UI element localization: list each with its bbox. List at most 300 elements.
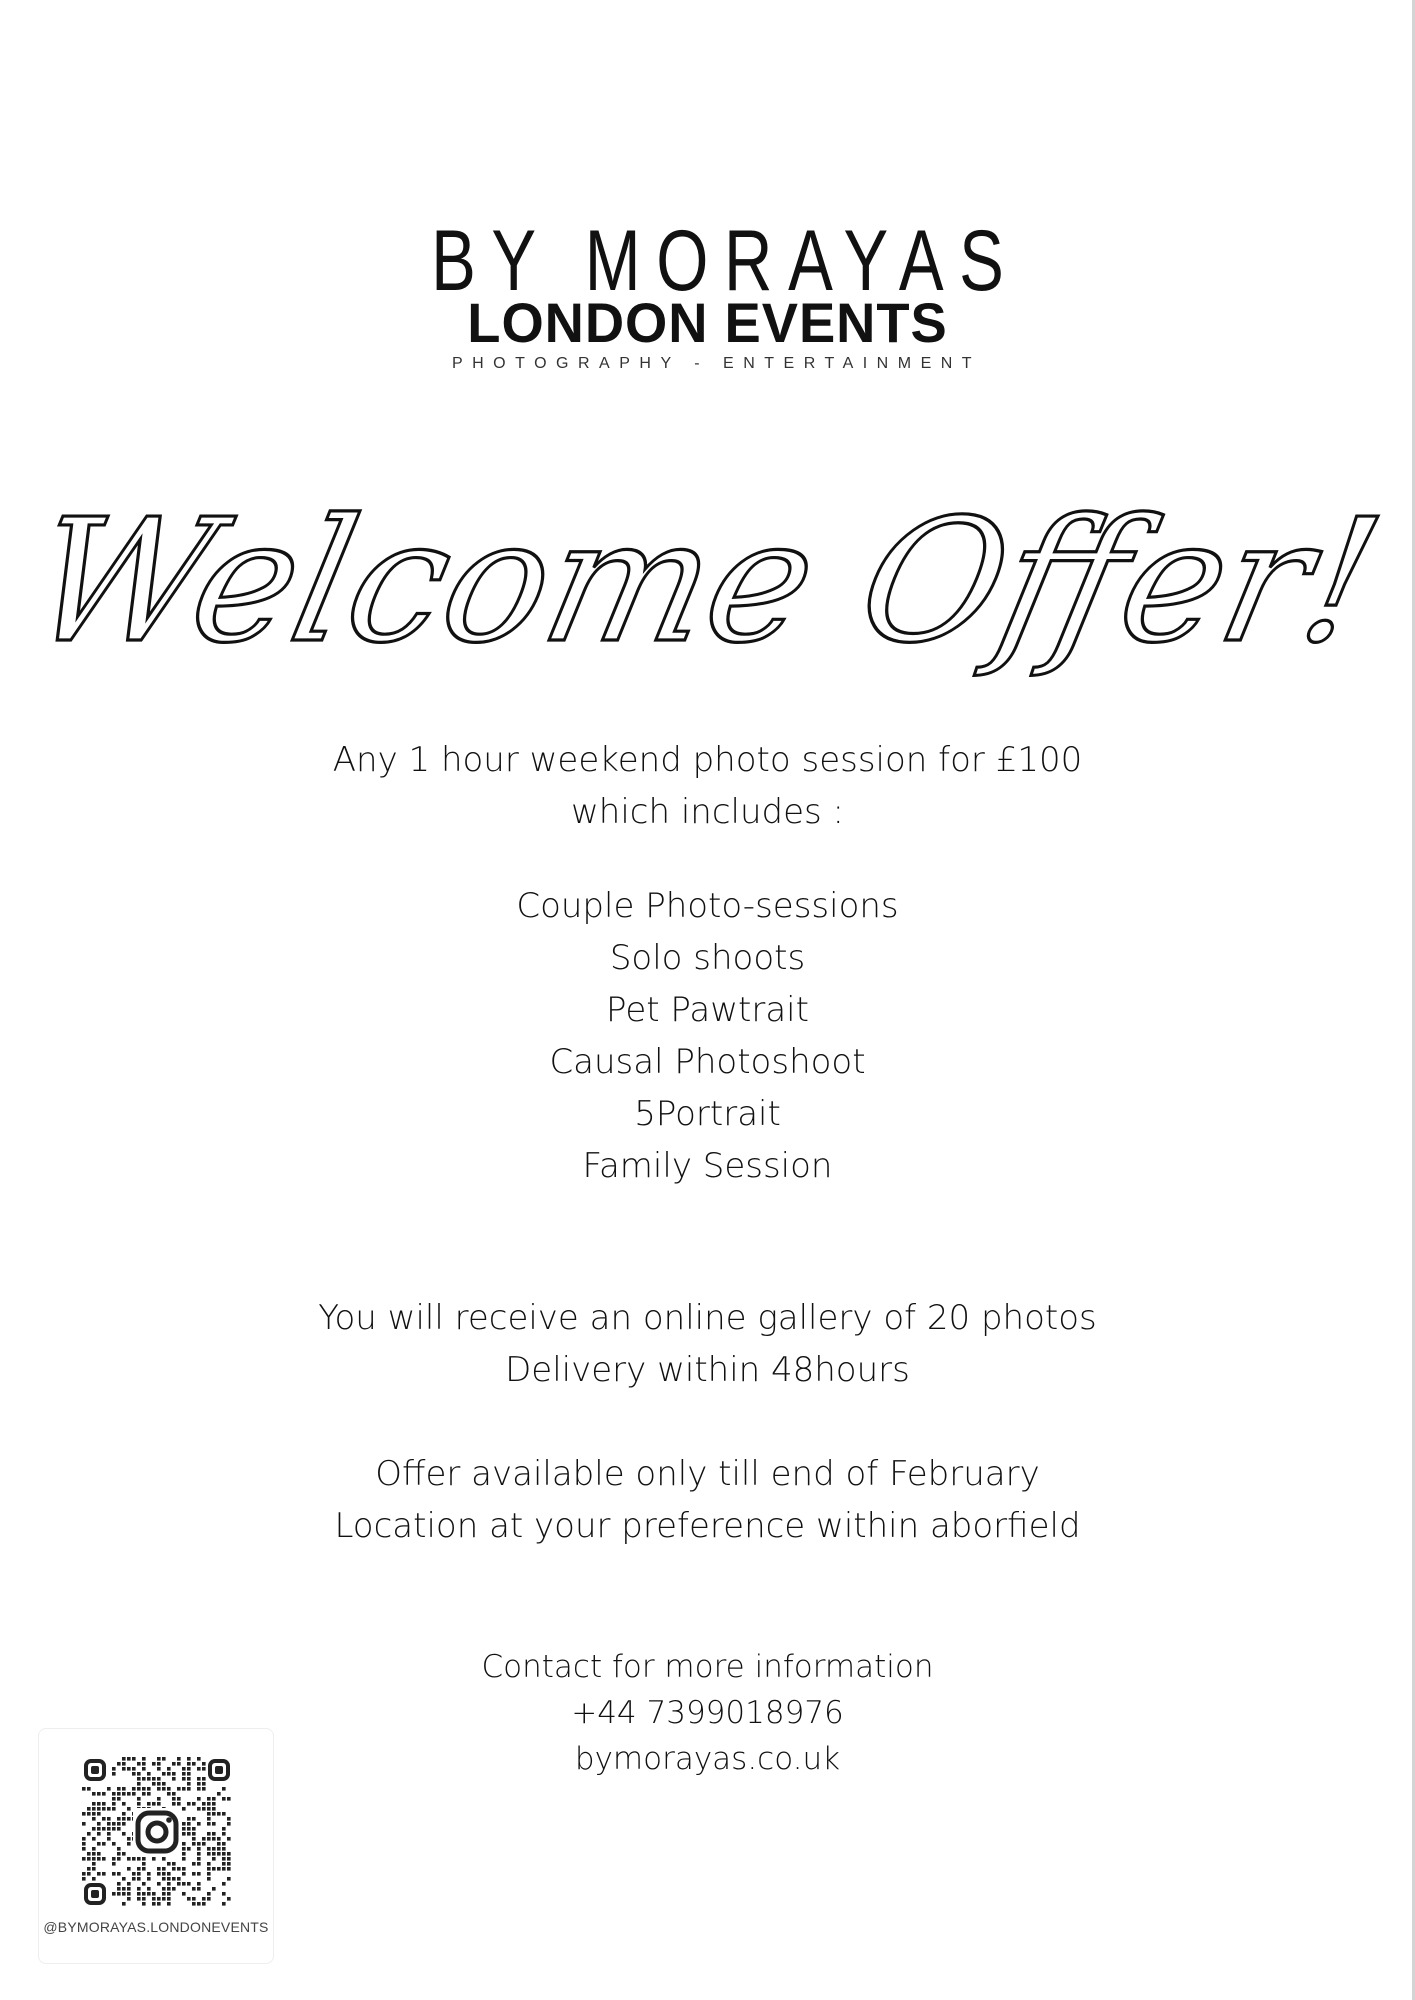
- qr-module: [87, 1867, 91, 1871]
- contact-website[interactable]: bymorayas.co.uk: [574, 1741, 841, 1777]
- qr-module: [192, 1842, 196, 1846]
- qr-module: [202, 1807, 206, 1811]
- qr-module: [187, 1882, 191, 1886]
- qr-module: [137, 1802, 141, 1806]
- qr-module: [142, 1762, 146, 1766]
- qr-module: [227, 1897, 231, 1901]
- qr-module: [147, 1872, 151, 1876]
- qr-module: [122, 1852, 126, 1856]
- qr-module: [222, 1852, 226, 1856]
- qr-module: [162, 1787, 166, 1791]
- qr-module: [132, 1792, 136, 1796]
- qr-module: [107, 1787, 111, 1791]
- qr-module: [177, 1787, 181, 1791]
- qr-module: [187, 1777, 191, 1781]
- qr-module: [207, 1822, 211, 1826]
- qr-module: [147, 1777, 151, 1781]
- qr-module: [207, 1797, 211, 1801]
- qr-module: [117, 1787, 121, 1791]
- gallery-line: Delivery within 48hours: [505, 1350, 910, 1390]
- qr-module: [102, 1872, 106, 1876]
- qr-module: [162, 1772, 166, 1776]
- qr-module: [97, 1832, 101, 1836]
- qr-module: [92, 1812, 96, 1816]
- qr-module: [222, 1857, 226, 1861]
- qr-module: [102, 1792, 106, 1796]
- qr-module: [97, 1852, 101, 1856]
- qr-module: [212, 1807, 216, 1811]
- qr-module: [137, 1857, 141, 1861]
- qr-module: [197, 1852, 201, 1856]
- qr-module: [177, 1757, 181, 1761]
- gallery-line: You will receive an online gallery of 20 photos: [318, 1298, 1097, 1338]
- qr-module: [92, 1827, 96, 1831]
- qr-module: [112, 1807, 116, 1811]
- qr-module: [167, 1887, 171, 1891]
- qr-module: [197, 1872, 201, 1876]
- qr-module: [167, 1872, 171, 1876]
- qr-module: [137, 1787, 141, 1791]
- qr-module: [152, 1902, 156, 1906]
- qr-module: [127, 1807, 131, 1811]
- qr-module: [82, 1847, 86, 1851]
- qr-module: [207, 1877, 211, 1881]
- qr-module: [227, 1867, 231, 1871]
- qr-module: [197, 1882, 201, 1886]
- qr-module: [212, 1822, 216, 1826]
- qr-module: [122, 1787, 126, 1791]
- qr-module: [127, 1792, 131, 1796]
- qr-module: [137, 1887, 141, 1891]
- qr-module: [227, 1837, 231, 1841]
- qr-module: [107, 1832, 111, 1836]
- qr-module: [157, 1757, 161, 1761]
- qr-module: [97, 1872, 101, 1876]
- qr-module: [187, 1772, 191, 1776]
- qr-module: [147, 1877, 151, 1881]
- qr-module: [207, 1872, 211, 1876]
- qr-module: [102, 1857, 106, 1861]
- qr-module: [212, 1837, 216, 1841]
- qr-module: [182, 1777, 186, 1781]
- qr-module: [122, 1757, 126, 1761]
- qr-module: [182, 1787, 186, 1791]
- qr-module: [112, 1822, 116, 1826]
- qr-module: [122, 1817, 126, 1821]
- services-list: [0, 880, 1415, 1192]
- qr-module: [162, 1897, 166, 1901]
- qr-module: [207, 1807, 211, 1811]
- contact-phone[interactable]: +44 7399018976: [571, 1695, 844, 1731]
- qr-module: [157, 1897, 161, 1901]
- qr-module: [137, 1897, 141, 1901]
- qr-module: [187, 1802, 191, 1806]
- qr-module: [117, 1792, 121, 1796]
- qr-module: [167, 1772, 171, 1776]
- service-item: 5Portrait: [634, 1094, 781, 1134]
- qr-module: [217, 1842, 221, 1846]
- qr-module: [132, 1767, 136, 1771]
- service-item: Causal Photoshoot: [549, 1042, 866, 1082]
- qr-module: [172, 1802, 176, 1806]
- qr-module: [87, 1787, 91, 1791]
- qr-module: [102, 1827, 106, 1831]
- offer-terms: [0, 1448, 1415, 1552]
- qr-module: [162, 1872, 166, 1876]
- qr-module: [187, 1847, 191, 1851]
- qr-module: [197, 1842, 201, 1846]
- qr-module: [97, 1792, 101, 1796]
- qr-module: [167, 1787, 171, 1791]
- qr-module: [122, 1877, 126, 1881]
- qr-module: [92, 1807, 96, 1811]
- qr-module: [212, 1797, 216, 1801]
- qr-module: [172, 1792, 176, 1796]
- qr-module: [137, 1762, 141, 1766]
- qr-module: [87, 1872, 91, 1876]
- qr-module: [127, 1767, 131, 1771]
- qr-module: [162, 1892, 166, 1896]
- qr-module: [177, 1797, 181, 1801]
- qr-module: [227, 1817, 231, 1821]
- qr-module: [187, 1897, 191, 1901]
- qr-module: [92, 1817, 96, 1821]
- qr-module: [182, 1807, 186, 1811]
- qr-module: [187, 1757, 191, 1761]
- qr-module: [117, 1797, 121, 1801]
- logo-tagline: PHOTOGRAPHY - ENTERTAINMENT: [451, 355, 982, 372]
- qr-module: [197, 1777, 201, 1781]
- qr-module: [82, 1872, 86, 1876]
- qr-module: [92, 1862, 96, 1866]
- qr-module: [142, 1882, 146, 1886]
- qr-module: [177, 1802, 181, 1806]
- qr-module: [192, 1872, 196, 1876]
- qr-module: [97, 1807, 101, 1811]
- qr-module: [137, 1777, 141, 1781]
- qr-module: [182, 1772, 186, 1776]
- gallery-info: [0, 1292, 1415, 1396]
- qr-module: [152, 1857, 156, 1861]
- qr-module: [102, 1817, 106, 1821]
- qr-module: [197, 1857, 201, 1861]
- qr-module: [197, 1847, 201, 1851]
- qr-module: [162, 1867, 166, 1871]
- qr-module: [217, 1837, 221, 1841]
- qr-code[interactable]: [82, 1757, 232, 1907]
- qr-module: [127, 1817, 131, 1821]
- qr-module: [217, 1812, 221, 1816]
- qr-module: [147, 1887, 151, 1891]
- qr-module: [127, 1757, 131, 1761]
- qr-module: [187, 1817, 191, 1821]
- qr-module: [137, 1797, 141, 1801]
- qr-module: [197, 1887, 201, 1891]
- qr-module: [222, 1882, 226, 1886]
- qr-module: [157, 1882, 161, 1886]
- contact-heading: Contact for more information: [481, 1649, 934, 1685]
- qr-module: [162, 1757, 166, 1761]
- qr-module: [222, 1832, 226, 1836]
- qr-module: [177, 1867, 181, 1871]
- qr-module: [202, 1762, 206, 1766]
- qr-module: [102, 1802, 106, 1806]
- qr-module: [112, 1842, 116, 1846]
- logo-brand: BY MORAYAS: [431, 213, 1020, 309]
- qr-module: [137, 1877, 141, 1881]
- qr-module: [207, 1862, 211, 1866]
- qr-module: [227, 1862, 231, 1866]
- qr-module: [122, 1832, 126, 1836]
- offer-line: Offer available only till end of February: [375, 1454, 1040, 1494]
- qr-module: [132, 1772, 136, 1776]
- qr-module: [157, 1787, 161, 1791]
- qr-module: [152, 1892, 156, 1896]
- qr-module: [227, 1877, 231, 1881]
- qr-module: [187, 1822, 191, 1826]
- qr-module: [142, 1857, 146, 1861]
- headline: [15, 420, 1397, 720]
- qr-module: [207, 1812, 211, 1816]
- qr-module: [217, 1792, 221, 1796]
- qr-module: [117, 1882, 121, 1886]
- qr-module: [177, 1877, 181, 1881]
- qr-module: [107, 1817, 111, 1821]
- qr-module: [92, 1802, 96, 1806]
- qr-module: [127, 1857, 131, 1861]
- qr-module: [137, 1867, 141, 1871]
- qr-module: [192, 1762, 196, 1766]
- qr-module: [217, 1867, 221, 1871]
- qr-module: [202, 1777, 206, 1781]
- qr-module: [152, 1762, 156, 1766]
- qr-module: [82, 1842, 86, 1846]
- qr-module: [172, 1772, 176, 1776]
- qr-module: [172, 1887, 176, 1891]
- qr-module: [147, 1772, 151, 1776]
- qr-module: [127, 1882, 131, 1886]
- qr-module: [192, 1837, 196, 1841]
- qr-module: [102, 1807, 106, 1811]
- qr-module: [137, 1872, 141, 1876]
- qr-module: [122, 1762, 126, 1766]
- qr-module: [167, 1892, 171, 1896]
- qr-module: [197, 1822, 201, 1826]
- qr-module: [97, 1802, 101, 1806]
- qr-module: [87, 1807, 91, 1811]
- qr-module: [142, 1787, 146, 1791]
- qr-module: [227, 1857, 231, 1861]
- qr-module: [207, 1837, 211, 1841]
- qr-module: [112, 1892, 116, 1896]
- qr-module: [92, 1857, 96, 1861]
- qr-module: [192, 1897, 196, 1901]
- qr-module: [207, 1867, 211, 1871]
- qr-module: [87, 1852, 91, 1856]
- qr-module: [172, 1877, 176, 1881]
- service-item: Family Session: [582, 1146, 833, 1186]
- qr-module: [127, 1897, 131, 1901]
- qr-module: [117, 1827, 121, 1831]
- qr-module: [127, 1867, 131, 1871]
- qr-module: [122, 1812, 126, 1816]
- qr-module: [142, 1757, 146, 1761]
- qr-module: [157, 1797, 161, 1801]
- instagram-qr-card[interactable]: [38, 1728, 274, 1964]
- instagram-handle: @BYMORAYAS.LONDONEVENTS: [43, 1919, 269, 1935]
- qr-module: [132, 1877, 136, 1881]
- qr-module: [172, 1797, 176, 1801]
- qr-module: [97, 1827, 101, 1831]
- qr-module: [82, 1812, 86, 1816]
- qr-module: [192, 1832, 196, 1836]
- qr-module: [202, 1787, 206, 1791]
- qr-module: [182, 1852, 186, 1856]
- qr-module: [122, 1792, 126, 1796]
- qr-module: [177, 1762, 181, 1766]
- qr-module: [157, 1802, 161, 1806]
- qr-module: [117, 1822, 121, 1826]
- qr-module: [182, 1867, 186, 1871]
- qr-module: [162, 1877, 166, 1881]
- qr-module: [112, 1772, 116, 1776]
- qr-module: [192, 1817, 196, 1821]
- qr-module: [197, 1787, 201, 1791]
- qr-module: [222, 1847, 226, 1851]
- qr-module: [112, 1802, 116, 1806]
- qr-module: [207, 1832, 211, 1836]
- qr-module: [197, 1902, 201, 1906]
- qr-module: [222, 1862, 226, 1866]
- qr-module: [117, 1892, 121, 1896]
- qr-module: [107, 1807, 111, 1811]
- qr-module: [112, 1767, 116, 1771]
- qr-module: [87, 1857, 91, 1861]
- qr-module: [147, 1802, 151, 1806]
- qr-module: [157, 1762, 161, 1766]
- qr-module: [127, 1887, 131, 1891]
- qr-module: [122, 1892, 126, 1896]
- qr-module: [82, 1787, 86, 1791]
- offer-line: Location at your preference within aborfield: [334, 1506, 1081, 1546]
- qr-module: [122, 1822, 126, 1826]
- qr-module: [117, 1762, 121, 1766]
- qr-module: [202, 1842, 206, 1846]
- qr-module: [157, 1767, 161, 1771]
- qr-module: [192, 1887, 196, 1891]
- qr-module: [222, 1842, 226, 1846]
- qr-module: [187, 1762, 191, 1766]
- qr-module: [202, 1837, 206, 1841]
- qr-module: [182, 1827, 186, 1831]
- qr-module: [132, 1872, 136, 1876]
- qr-module: [112, 1862, 116, 1866]
- qr-module: [97, 1857, 101, 1861]
- qr-module: [182, 1822, 186, 1826]
- qr-module: [132, 1857, 136, 1861]
- qr-module: [187, 1767, 191, 1771]
- qr-module: [197, 1862, 201, 1866]
- qr-module: [117, 1887, 121, 1891]
- qr-module: [147, 1792, 151, 1796]
- qr-module: [197, 1757, 201, 1761]
- qr-module: [197, 1767, 201, 1771]
- qr-module: [222, 1827, 226, 1831]
- qr-module: [197, 1782, 201, 1786]
- qr-module: [147, 1787, 151, 1791]
- qr-module: [97, 1842, 101, 1846]
- qr-module: [182, 1892, 186, 1896]
- qr-module: [212, 1847, 216, 1851]
- qr-module: [107, 1837, 111, 1841]
- qr-module: [112, 1857, 116, 1861]
- qr-module: [142, 1862, 146, 1866]
- qr-module: [222, 1902, 226, 1906]
- qr-module: [92, 1852, 96, 1856]
- qr-module: [192, 1802, 196, 1806]
- qr-module: [107, 1827, 111, 1831]
- qr-module: [182, 1872, 186, 1876]
- qr-module: [122, 1887, 126, 1891]
- qr-module: [187, 1787, 191, 1791]
- qr-module: [212, 1852, 216, 1856]
- qr-module: [97, 1822, 101, 1826]
- qr-module: [142, 1792, 146, 1796]
- qr-module: [157, 1777, 161, 1781]
- qr-module: [217, 1847, 221, 1851]
- qr-module: [187, 1827, 191, 1831]
- qr-module: [117, 1872, 121, 1876]
- qr-module: [197, 1807, 201, 1811]
- qr-module: [217, 1852, 221, 1856]
- qr-module: [142, 1897, 146, 1901]
- qr-module: [87, 1832, 91, 1836]
- qr-module: [212, 1867, 216, 1871]
- qr-module: [142, 1777, 146, 1781]
- qr-module: [212, 1802, 216, 1806]
- qr-module: [132, 1787, 136, 1791]
- qr-module: [222, 1787, 226, 1791]
- qr-module: [97, 1812, 101, 1816]
- qr-module: [92, 1877, 96, 1881]
- qr-module: [127, 1837, 131, 1841]
- service-item: Solo shoots: [609, 938, 806, 978]
- qr-module: [157, 1867, 161, 1871]
- qr-module: [127, 1842, 131, 1846]
- qr-module: [112, 1827, 116, 1831]
- qr-module: [167, 1877, 171, 1881]
- qr-module: [192, 1827, 196, 1831]
- qr-module: [207, 1892, 211, 1896]
- qr-module: [157, 1782, 161, 1786]
- qr-module: [207, 1817, 211, 1821]
- qr-module: [182, 1832, 186, 1836]
- qr-module: [212, 1857, 216, 1861]
- qr-module: [172, 1762, 176, 1766]
- logo-subtitle: LONDON EVENTS: [467, 291, 948, 354]
- qr-module: [122, 1802, 126, 1806]
- qr-module: [162, 1857, 166, 1861]
- qr-module: [117, 1852, 121, 1856]
- qr-module: [167, 1862, 171, 1866]
- qr-module: [157, 1872, 161, 1876]
- intro-line: Any 1 hour weekend photo session for £100: [332, 740, 1083, 780]
- qr-module: [227, 1822, 231, 1826]
- qr-module: [192, 1902, 196, 1906]
- qr-module: [182, 1842, 186, 1846]
- qr-module: [82, 1822, 86, 1826]
- headline-script: [15, 420, 1397, 720]
